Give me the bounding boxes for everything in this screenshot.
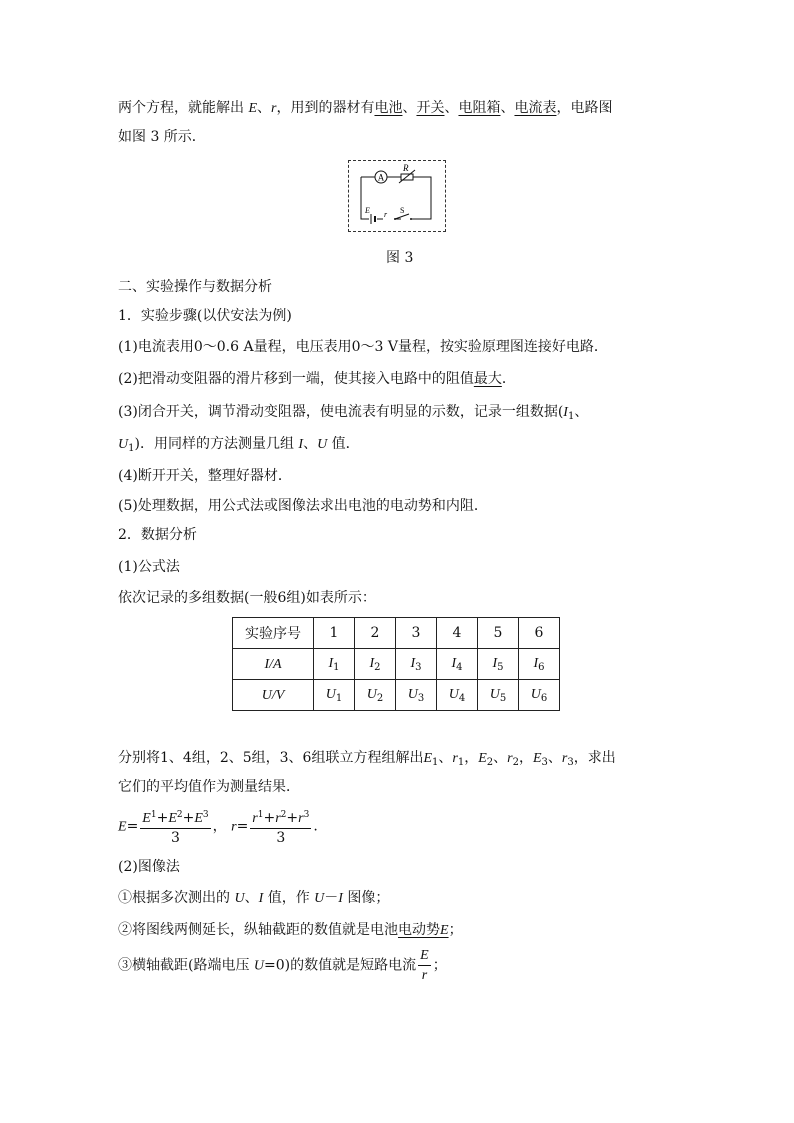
table-cell: $U_5$ xyxy=(478,680,519,711)
intro-line-2: 如图 3 所示． xyxy=(118,129,206,145)
combine-line-1: 分别将1、4组，2、5组，3、6组联立方程组解出$E_1$、$r_1$，$E_2$、$r_2$，$E_3$、$r_3$，求出 xyxy=(118,750,616,768)
table-intro: 依次记录的多组数据(一般6组)如表所示： xyxy=(118,590,376,606)
average-formulas: E= $\frac{E^1+E^2+E^3}{3}$ ， r= $\frac{r^1+r^2+r^3}{3}$ . xyxy=(118,806,318,847)
graph-step-2: ②将图线两侧延长，纵轴截距的数值就是电池电动势E； xyxy=(118,922,463,938)
table-cell: $U_6$ xyxy=(519,680,560,711)
table-header-label: 实验序号 xyxy=(233,618,314,649)
step-2: (2)把滑动变阻器的滑片移到一端，使其接入电路中的阻值最大． xyxy=(118,371,516,387)
equipment-resistance-box: 电阻箱 xyxy=(458,100,501,116)
graph-method-heading: (2)图像法 xyxy=(118,859,180,875)
table-row-label: U/V xyxy=(233,680,314,711)
table-header-row xyxy=(233,618,560,649)
section-heading: 二、实验操作与数据分析 xyxy=(118,279,272,295)
table-cell: $U_3$ xyxy=(396,680,437,711)
table-col: 3 xyxy=(396,618,437,649)
step-1: (1)电流表用0～0.6 A量程，电压表用0～3 V量程，按实验原理图连接好电路． xyxy=(118,339,608,355)
step-5: (5)处理数据，用公式法或图像法求出电池的电动势和内阻． xyxy=(118,498,488,514)
table-cell: $U_1$ xyxy=(314,680,355,711)
emf-average-fraction: $\frac{E^1+E^2+E^3}{3}$ xyxy=(140,806,210,847)
table-col: 2 xyxy=(355,618,396,649)
r-average-fraction: $\frac{r^1+r^2+r^3}{3}$ xyxy=(250,806,311,847)
table-cell: $U_2$ xyxy=(355,680,396,711)
emf-label: E xyxy=(365,206,370,215)
table-col: 6 xyxy=(519,618,560,649)
graph-step-1: ①根据多次测出的 U、I 值，作 U－I 图像； xyxy=(118,890,390,906)
table-cell: $U_4$ xyxy=(437,680,478,711)
table-row-voltage xyxy=(233,680,560,711)
table-row-current xyxy=(233,649,560,680)
equipment-ammeter: 电流表 xyxy=(514,100,557,116)
figure-caption: 图 3 xyxy=(386,250,414,266)
ammeter-label: A xyxy=(377,172,385,183)
switch-label: S xyxy=(400,206,405,215)
table-cell: $I_6$ xyxy=(519,649,560,680)
graph-step-3: ③横轴截距(路端电压 U=0)的数值就是短路电流 $\frac{E}{r}$ ； xyxy=(118,948,447,983)
table-col: 5 xyxy=(478,618,519,649)
circuit-diagram xyxy=(348,160,446,232)
resistor-label: R xyxy=(403,163,409,173)
table-cell: $I_3$ xyxy=(396,649,437,680)
step-4: (4)断开开关，整理好器材． xyxy=(118,468,292,484)
circuit-svg xyxy=(349,161,445,231)
step-3-line-2: $U_1$)．用同样的方法测量几组 I、U 值． xyxy=(118,436,360,454)
data-table xyxy=(232,617,560,711)
internal-resistance-label: r xyxy=(384,210,388,219)
equipment-battery: 电池 xyxy=(374,100,403,116)
step-3-line-1: (3)闭合开关，调节滑动变阻器，使电流表有明显的示数，记录一组数据($I_1$、 xyxy=(118,404,589,422)
table-cell: $I_2$ xyxy=(355,649,396,680)
table-cell: $I_4$ xyxy=(437,649,478,680)
combine-line-2: 它们的平均值作为测量结果． xyxy=(118,779,300,795)
formula-method-heading: (1)公式法 xyxy=(118,559,180,575)
table-cell: $I_1$ xyxy=(314,649,355,680)
table-col: 1 xyxy=(314,618,355,649)
equipment-switch: 开关 xyxy=(416,100,445,116)
table-row-label: I/A xyxy=(233,649,314,680)
subsection-data-analysis: 2．数据分析 xyxy=(118,527,197,543)
table-cell: $I_5$ xyxy=(478,649,519,680)
subsection-steps: 1．实验步骤(以伏安法为例) xyxy=(118,308,292,324)
table-col: 4 xyxy=(437,618,478,649)
short-circuit-fraction: $\frac{E}{r}$ xyxy=(420,948,429,983)
intro-line-1: 两个方程，就能解出 E、r，用到的器材有电池、开关、电阻箱、电流表，电路图 xyxy=(118,100,613,116)
